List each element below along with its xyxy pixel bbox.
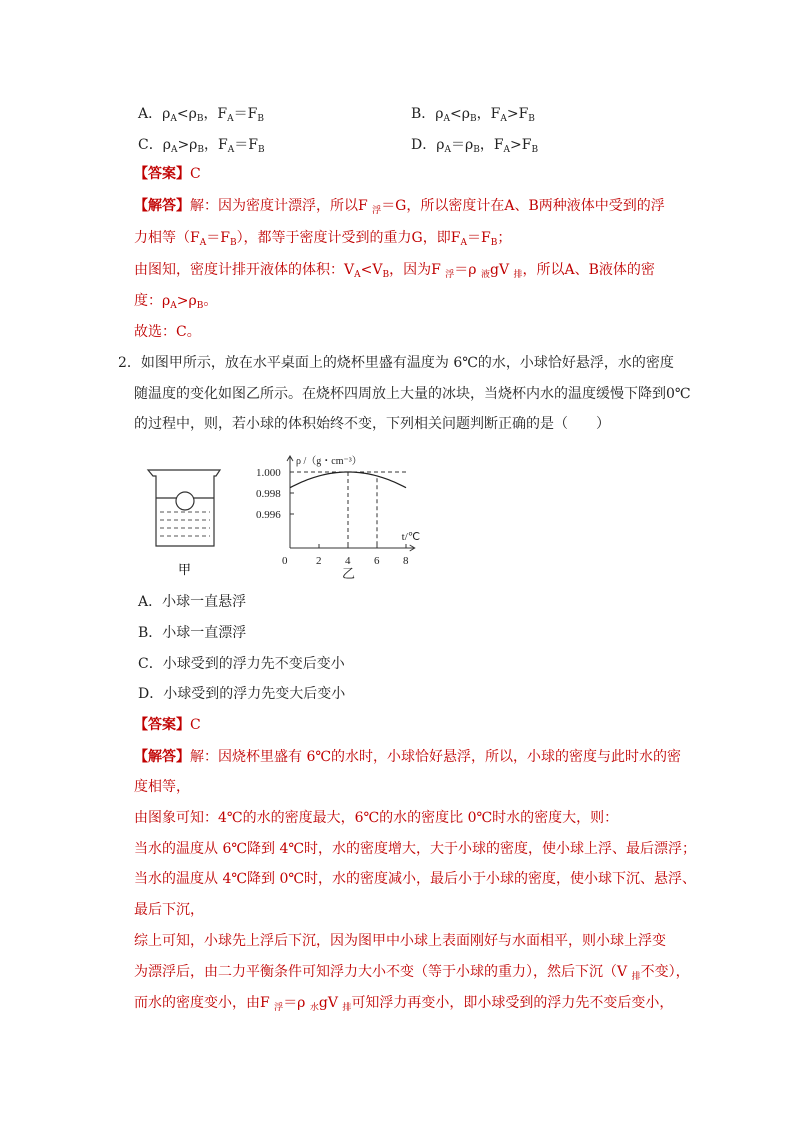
q2-analysis-line-8: 为漂浮后，由二力平衡条件可知浮力大小不变（等于小球的重力），然后下沉（V $_排$不变）， xyxy=(134,964,690,982)
q1-answer xyxy=(134,164,201,184)
q1-option-b: B．$\rho_A<\rho_B$，$F_A>F_B$ xyxy=(411,106,535,124)
x-tick-label: 2 xyxy=(316,555,322,567)
fig-a-label: 甲 xyxy=(178,562,192,577)
fig-b-label: 乙 xyxy=(342,566,356,580)
answer-tag: 【答案】 xyxy=(134,166,190,182)
q2-option-a: A．小球一直悬浮 xyxy=(138,594,247,610)
q2-stem-line-3: 的过程中，则，若小球的体积始终不变，下列相关问题判断正确的是（ ） xyxy=(134,416,610,432)
q1-option-c: C．$\rho_A>\rho_B$，$F_A=F_B$ xyxy=(138,137,265,155)
y-tick-label: 0.996 xyxy=(256,509,281,521)
beaker-figure xyxy=(140,462,230,580)
q1-analysis-line-2: 力相等$(F_A=F_B)$，都等于密度计受到的重力G，即$F_A=F_B$； xyxy=(134,230,512,248)
x-axis-label: t/℃ xyxy=(401,531,421,543)
q2-analysis-line-2: 度相等， xyxy=(134,779,190,795)
answer-value: C xyxy=(190,166,201,182)
q2-stem-line-1: 2．如图甲所示，放在水平桌面上的烧杯里盛有温度为 6℃的水，小球恰好悬浮，水的密度 xyxy=(118,355,674,371)
q2-option-d: D．小球受到的浮力先变大后变小 xyxy=(138,686,346,702)
q2-analysis-line-5: 当水的温度从 4℃降到 0℃时，水的密度减小，最后小于小球的密度，使小球下沉、悬浮、 xyxy=(134,871,697,887)
q2-analysis-line-7: 综上可知，小球先上浮后下沉，因为图甲中小球上表面刚好与水面相平，则小球上浮变 xyxy=(134,933,666,949)
q2-analysis-line-3: 由图象可知：4℃的水的密度最大，6℃的水的密度比 0℃时水的密度大，则： xyxy=(134,810,619,826)
y-axis-label: ρ /（g・cm⁻³） xyxy=(296,456,362,467)
q2-option-c: C．小球受到的浮力先不变后变小 xyxy=(138,656,345,672)
q1-analysis-line-3: 由图知，密度计排开液体的体积：$V_A<V_B$，因为F $_浮$＝ρ $_液$gV $_排$，所以A、B液体的密 xyxy=(134,262,655,280)
q2-option-b: B．小球一直漂浮 xyxy=(138,625,247,641)
q2-stem-line-2: 随温度的变化如图乙所示。在烧杯四周放上大量的冰块，当烧杯内水的温度缓慢下降到0℃ xyxy=(134,386,691,402)
x-tick-label: 8 xyxy=(403,555,409,567)
x-tick-label: 0 xyxy=(282,555,288,567)
q1-option-a: A．$\rho_A<\rho_B$，$F_A=F_B$ xyxy=(138,106,264,124)
density-chart xyxy=(248,450,438,580)
q1-choice: 故选：C。 xyxy=(134,324,201,340)
ball xyxy=(176,492,194,510)
q2-analysis-line-4: 当水的温度从 6℃降到 4℃时，水的密度增大，大于小球的密度，使小球上浮、最后漂浮； xyxy=(134,841,697,857)
answer-tag: 【答案】 xyxy=(134,717,190,733)
x-tick-label: 4 xyxy=(345,555,351,567)
y-tick-label: 1.000 xyxy=(256,467,281,479)
water-lines xyxy=(160,512,210,536)
q1-analysis-line-1: 【解答】解：因为密度计漂浮，所以F $_浮$＝G，所以密度计在A、B两种液体中受到的浮 xyxy=(134,198,665,216)
y-tick-label: 0.998 xyxy=(256,488,281,500)
q2-analysis-line-1: 【解答】解：因烧杯里盛有 6℃的水时，小球恰好悬浮，所以，小球的密度与此时水的密 xyxy=(134,749,682,765)
answer-value: C xyxy=(190,717,201,733)
x-tick-label: 6 xyxy=(374,555,380,567)
q1-option-d: D．$\rho_A=\rho_B$，$F_A>F_B$ xyxy=(411,137,539,155)
q2-analysis-line-6: 最后下沉， xyxy=(134,902,204,918)
analysis-tag: 【解答】 xyxy=(134,198,190,214)
q2-answer xyxy=(134,715,201,735)
q2-analysis-line-9: 而水的密度变小，由F $_浮$＝ρ $_水$gV $_排$可知浮力再变小，即小球受到的浮力先不变后变小， xyxy=(134,995,674,1013)
analysis-tag: 【解答】 xyxy=(134,749,190,765)
q1-analysis-line-4: 度：$\rho_A>\rho_B$。 xyxy=(134,293,218,311)
